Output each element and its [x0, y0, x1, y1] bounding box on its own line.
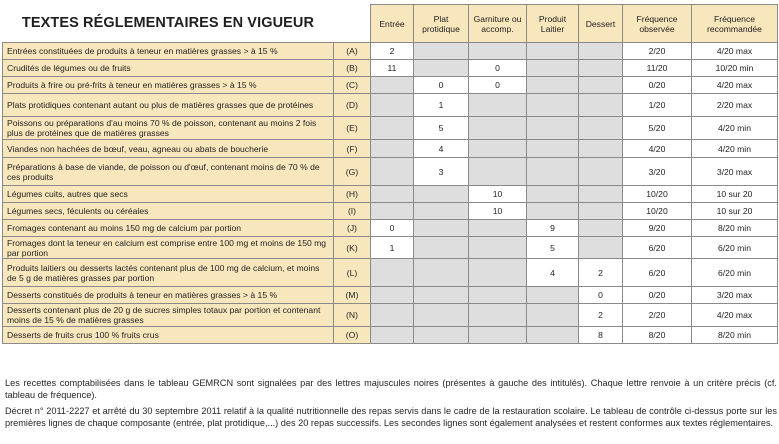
table-row — [3, 237, 778, 259]
cell-frequence-recommandee: 8/20 min — [692, 327, 778, 344]
cell-not-applicable — [579, 94, 623, 117]
cell-not-applicable — [414, 304, 469, 327]
cell-count: 0 — [414, 77, 469, 94]
col-header-dessert: Dessert — [579, 5, 623, 43]
row-criterion-code: (D) — [334, 94, 371, 117]
table-row — [3, 304, 778, 327]
cell-frequence-observee: 10/20 — [623, 203, 692, 220]
cell-not-applicable — [414, 43, 469, 60]
cell-not-applicable — [371, 304, 414, 327]
cell-frequence-recommandee: 4/20 max — [692, 304, 778, 327]
cell-not-applicable — [527, 287, 579, 304]
row-label: Plats protidiques contenant autant ou plus de matières grasses que de protéines — [3, 94, 334, 117]
cell-not-applicable — [527, 77, 579, 94]
note-decree: Décret n° 2011-2227 et arrêté du 30 septembre 2011 relatif à la qualité nutritionnelle des repas servis dans le cadre de la restauration scolaire. Le tableau de contrôle ci-dessus porte sur les premières lignes de chaque composante (entrée, plat protidique,...) des 20 repas successifs. Les secondes lignes sont également analysées et restent conformes aux textes réglementaires. — [5, 406, 777, 428]
row-label: Desserts constitués de produits à teneur en matières grasses > à 15 % — [3, 287, 334, 304]
row-label: Viandes non hachées de bœuf, veau, agneau ou abats de boucherie — [3, 140, 334, 158]
row-label: Fromages dont la teneur en calcium est comprise entre 100 mg et moins de 150 mg par portion — [3, 237, 334, 259]
cell-not-applicable — [579, 60, 623, 77]
table-row — [3, 220, 778, 237]
col-header-frequence-observee: Fréquence observée — [623, 5, 692, 43]
table-row — [3, 259, 778, 287]
cell-not-applicable — [579, 117, 623, 140]
table-row — [3, 43, 778, 60]
col-header-produit-laitier: Produit Laitier — [527, 5, 579, 43]
cell-not-applicable — [469, 327, 527, 344]
cell-not-applicable — [579, 237, 623, 259]
table-row — [3, 140, 778, 158]
cell-count: 9 — [527, 220, 579, 237]
row-label: Légumes secs, féculents ou céréales — [3, 203, 334, 220]
cell-frequence-observee: 2/20 — [623, 43, 692, 60]
cell-not-applicable — [371, 186, 414, 203]
regulatory-frequency-sheet — [2, 4, 777, 428]
row-label: Produits à frire ou pré-frits à teneur en matières grasses > à 15 % — [3, 77, 334, 94]
row-label: Crudités de légumes ou de fruits — [3, 60, 334, 77]
cell-not-applicable — [414, 203, 469, 220]
cell-frequence-observee: 1/20 — [623, 94, 692, 117]
cell-count: 2 — [579, 304, 623, 327]
cell-frequence-recommandee: 4/20 max — [692, 77, 778, 94]
cell-count: 0 — [579, 287, 623, 304]
cell-frequence-recommandee: 4/20 min — [692, 117, 778, 140]
note-gemrcn-letters: Les recettes comptabilisées dans le tableau GEMRCN sont signalées par des lettres majuscules noires (présentes à gauche des intitulés). Chaque lettre renvoie à un critère précis (cf. tableau de fréquence). — [5, 378, 777, 400]
cell-frequence-observee: 2/20 — [623, 304, 692, 327]
cell-not-applicable — [469, 287, 527, 304]
cell-not-applicable — [469, 237, 527, 259]
cell-not-applicable — [579, 220, 623, 237]
cell-count: 11 — [371, 60, 414, 77]
cell-not-applicable — [414, 237, 469, 259]
cell-frequence-observee: 9/20 — [623, 220, 692, 237]
cell-not-applicable — [469, 43, 527, 60]
cell-not-applicable — [371, 259, 414, 287]
table-row — [3, 327, 778, 344]
cell-frequence-observee: 8/20 — [623, 327, 692, 344]
cell-frequence-recommandee: 2/20 max — [692, 94, 778, 117]
cell-frequence-observee: 10/20 — [623, 186, 692, 203]
cell-count: 0 — [371, 220, 414, 237]
row-label: Desserts contenant plus de 20 g de sucres simples totaux par portion et contenant moins de 15 % de matières grasses — [3, 304, 334, 327]
cell-not-applicable — [527, 43, 579, 60]
frequency-table — [2, 4, 778, 344]
cell-frequence-observee: 6/20 — [623, 237, 692, 259]
cell-not-applicable — [371, 203, 414, 220]
cell-count: 0 — [469, 60, 527, 77]
table-row — [3, 94, 778, 117]
cell-not-applicable — [527, 140, 579, 158]
row-criterion-code: (A) — [334, 43, 371, 60]
row-criterion-code: (J) — [334, 220, 371, 237]
cell-count: 10 — [469, 203, 527, 220]
row-criterion-code: (N) — [334, 304, 371, 327]
cell-not-applicable — [469, 117, 527, 140]
row-criterion-code: (O) — [334, 327, 371, 344]
cell-not-applicable — [579, 186, 623, 203]
cell-not-applicable — [414, 60, 469, 77]
row-criterion-code: (H) — [334, 186, 371, 203]
table-row — [3, 287, 778, 304]
col-header-frequence-recommandee: Fréquence recommandée — [692, 5, 778, 43]
cell-not-applicable — [414, 186, 469, 203]
header-spacer — [334, 5, 371, 43]
cell-not-applicable — [527, 94, 579, 117]
table-row — [3, 186, 778, 203]
cell-not-applicable — [527, 117, 579, 140]
cell-frequence-observee: 0/20 — [623, 77, 692, 94]
cell-not-applicable — [527, 158, 579, 186]
cell-count: 8 — [579, 327, 623, 344]
row-criterion-code: (C) — [334, 77, 371, 94]
cell-not-applicable — [469, 220, 527, 237]
cell-not-applicable — [469, 140, 527, 158]
cell-not-applicable — [371, 287, 414, 304]
row-criterion-code: (F) — [334, 140, 371, 158]
table-title: TEXTES RÉGLEMENTAIRES EN VIGUEUR — [3, 5, 334, 43]
cell-frequence-recommandee: 4/20 max — [692, 43, 778, 60]
table-row — [3, 77, 778, 94]
cell-not-applicable — [371, 327, 414, 344]
cell-count: 1 — [414, 94, 469, 117]
cell-count: 2 — [579, 259, 623, 287]
cell-not-applicable — [371, 117, 414, 140]
cell-not-applicable — [371, 158, 414, 186]
cell-not-applicable — [579, 140, 623, 158]
cell-frequence-observee: 6/20 — [623, 259, 692, 287]
cell-frequence-observee: 3/20 — [623, 158, 692, 186]
cell-not-applicable — [469, 158, 527, 186]
row-criterion-code: (K) — [334, 237, 371, 259]
cell-frequence-recommandee: 4/20 min — [692, 140, 778, 158]
cell-not-applicable — [371, 94, 414, 117]
cell-not-applicable — [527, 203, 579, 220]
cell-frequence-recommandee: 6/20 min — [692, 237, 778, 259]
cell-frequence-recommandee: 3/20 max — [692, 287, 778, 304]
cell-frequence-observee: 11/20 — [623, 60, 692, 77]
cell-not-applicable — [527, 60, 579, 77]
col-header-entree: Entrée — [371, 5, 414, 43]
cell-count: 1 — [371, 237, 414, 259]
cell-frequence-recommandee: 10 sur 20 — [692, 186, 778, 203]
row-criterion-code: (G) — [334, 158, 371, 186]
row-label: Préparations à base de viande, de poisson ou d'œuf, contenant moins de 70 % de ces produits — [3, 158, 334, 186]
cell-frequence-recommandee: 3/20 max — [692, 158, 778, 186]
cell-not-applicable — [469, 259, 527, 287]
cell-frequence-recommandee: 10 sur 20 — [692, 203, 778, 220]
table-row — [3, 158, 778, 186]
table-row — [3, 60, 778, 77]
cell-not-applicable — [414, 220, 469, 237]
row-label: Desserts de fruits crus 100 % fruits crus — [3, 327, 334, 344]
row-label: Fromages contenant au moins 150 mg de calcium par portion — [3, 220, 334, 237]
cell-not-applicable — [527, 327, 579, 344]
cell-not-applicable — [527, 186, 579, 203]
cell-frequence-recommandee: 10/20 min — [692, 60, 778, 77]
row-criterion-code: (B) — [334, 60, 371, 77]
row-criterion-code: (L) — [334, 259, 371, 287]
cell-count: 0 — [469, 77, 527, 94]
cell-count: 4 — [414, 140, 469, 158]
cell-frequence-recommandee: 6/20 min — [692, 259, 778, 287]
cell-count: 10 — [469, 186, 527, 203]
table-body — [3, 43, 778, 344]
cell-count: 5 — [527, 237, 579, 259]
cell-not-applicable — [579, 77, 623, 94]
cell-not-applicable — [527, 304, 579, 327]
row-criterion-code: (I) — [334, 203, 371, 220]
row-label: Produits laitiers ou desserts lactés contenant plus de 100 mg de calcium, et moins de 5 g de matières grasses par portion — [3, 259, 334, 287]
row-label: Entrées constituées de produits à teneur en matières grasses > à 15 % — [3, 43, 334, 60]
cell-count: 3 — [414, 158, 469, 186]
row-label: Poissons ou préparations d'au moins 70 % de poisson, contenant au moins 2 fois plus de protéines que de matières grasses — [3, 117, 334, 140]
cell-not-applicable — [371, 77, 414, 94]
row-criterion-code: (E) — [334, 117, 371, 140]
row-criterion-code: (M) — [334, 287, 371, 304]
cell-not-applicable — [469, 304, 527, 327]
cell-frequence-observee: 5/20 — [623, 117, 692, 140]
cell-count: 5 — [414, 117, 469, 140]
cell-not-applicable — [371, 140, 414, 158]
cell-frequence-recommandee: 8/20 min — [692, 220, 778, 237]
cell-frequence-observee: 0/20 — [623, 287, 692, 304]
cell-count: 4 — [527, 259, 579, 287]
cell-not-applicable — [414, 327, 469, 344]
table-header-row — [3, 5, 778, 43]
cell-not-applicable — [579, 158, 623, 186]
cell-not-applicable — [579, 203, 623, 220]
cell-not-applicable — [414, 287, 469, 304]
cell-not-applicable — [469, 94, 527, 117]
col-header-plat-protidique: Plat protidique — [414, 5, 469, 43]
cell-not-applicable — [579, 43, 623, 60]
cell-count: 2 — [371, 43, 414, 60]
row-label: Légumes cuits, autres que secs — [3, 186, 334, 203]
col-header-garniture: Garniture ou accomp. — [469, 5, 527, 43]
cell-frequence-observee: 4/20 — [623, 140, 692, 158]
table-row — [3, 117, 778, 140]
cell-not-applicable — [414, 259, 469, 287]
table-row — [3, 203, 778, 220]
